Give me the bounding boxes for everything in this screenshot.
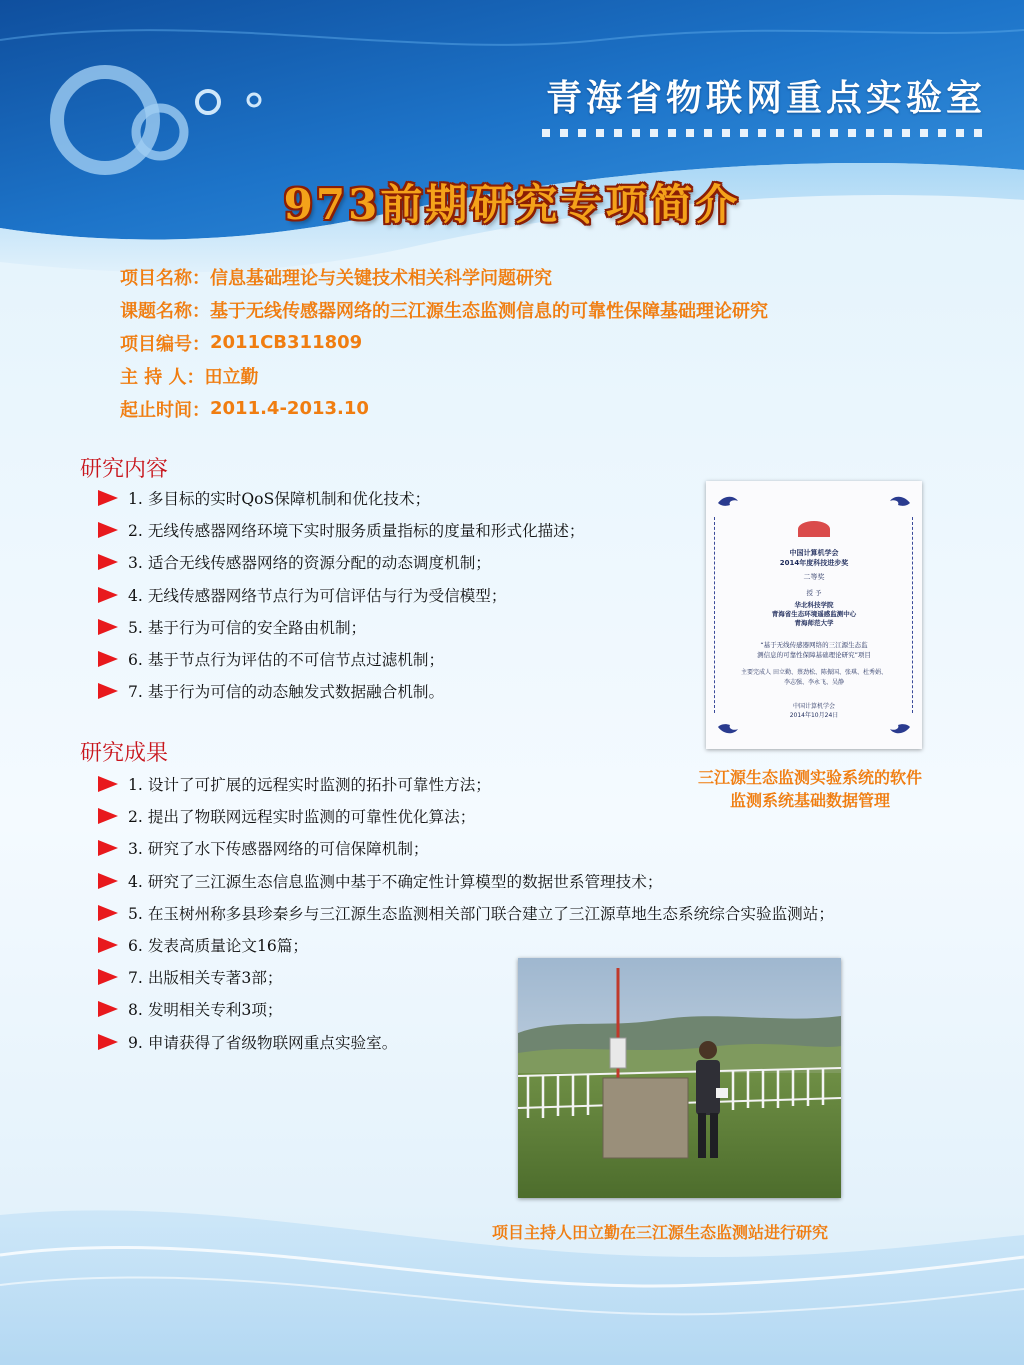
project-info — [120, 260, 1000, 425]
list-item: 3. 适合无线传感器网络的资源分配的动态调度机制； — [98, 546, 978, 578]
list-item: 9. 申请获得了省级物联网重点实验室。 — [98, 1026, 978, 1058]
cert-recipient: 青海师范大学 — [794, 619, 834, 627]
seal-logo-icon — [798, 521, 830, 537]
list-item: 4. 无线传感器网络节点行为可信评估与行为受信模型； — [98, 579, 978, 611]
info-label: 起止时间 — [120, 399, 192, 421]
list-item: 7. 出版相关专著3部； — [98, 961, 978, 993]
cert-members-line: 李志强、李永飞、吴静 — [783, 679, 844, 686]
poster-title: 973前期研究专项简介 — [283, 180, 741, 229]
info-label: 主 持 人 — [120, 366, 187, 388]
list-item: 7. 基于行为可信的动态触发式数据融合机制。 — [98, 675, 978, 707]
cert-award: 2014年度科技进步奖 — [779, 559, 849, 567]
cert-org: 中国计算机学会 — [789, 549, 839, 557]
info-value: 信息基础理论与关键技术相关科学问题研究 — [210, 267, 552, 289]
arrow-bullet-icon — [98, 1034, 118, 1050]
list-item: 4. 研究了三江源生态信息监测中基于不确定性计算模型的数据世系管理技术； — [98, 865, 978, 897]
lab-name: 青海省物联网重点实验室 — [545, 77, 986, 119]
arrow-bullet-icon — [98, 683, 118, 699]
arrow-bullet-icon — [98, 651, 118, 667]
project-info-row: 起止时间 ： 2011.4-2013.10 — [120, 392, 1000, 425]
list-item: 5. 在玉树州称多县珍秦乡与三江源生态监测相关部门联合建立了三江源草地生态系统综合实验监测站； — [98, 897, 978, 929]
list-item: 2. 提出了物联网远程实时监测的可靠性优化算法； — [98, 800, 978, 832]
info-value: 田立勤 — [204, 366, 259, 388]
project-info-row: 主 持 人 ： 田立勤 — [120, 359, 1000, 392]
info-value: 2011CB311809 — [210, 332, 363, 353]
info-value: 基于无线传感器网络的三江源生态监测信息的可靠性保障基础理论研究 — [210, 300, 768, 322]
arrow-bullet-icon — [98, 522, 118, 538]
arrow-bullet-icon — [98, 490, 118, 506]
list-item: 5. 基于行为可信的安全路由机制； — [98, 611, 978, 643]
ornament-icon — [716, 717, 746, 737]
cert-project-line: “基于无线传感器网络的三江源生态监 — [760, 641, 868, 649]
cert-recipient: 华北科技学院 — [794, 601, 834, 609]
cert-date: 2014年10月24日 — [789, 712, 839, 719]
ornament-icon — [882, 717, 912, 737]
cert-recipient: 青海省生态环境遥感监测中心 — [771, 610, 857, 618]
arrow-bullet-icon — [98, 969, 118, 985]
info-label: 课题名称 — [120, 300, 192, 322]
project-info-row: 项目名称 ： 信息基础理论与关键技术相关科学问题研究 — [120, 260, 1000, 293]
header-dot-row — [512, 129, 982, 137]
caption-line: 三江源生态监测实验系统的软件 — [697, 768, 922, 787]
list-item: 1. 多目标的实时QoS保障机制和优化技术； — [98, 482, 978, 514]
arrow-bullet-icon — [98, 619, 118, 635]
arrow-bullet-icon — [98, 776, 118, 792]
footer-wave-background — [0, 1185, 1024, 1365]
cert-grade: 二等奖 — [803, 573, 825, 581]
list-item: 6. 基于节点行为评估的不可信节点过滤机制； — [98, 643, 978, 675]
arrow-bullet-icon — [98, 873, 118, 889]
arrow-bullet-icon — [98, 840, 118, 856]
list-item: 8. 发明相关专利3项； — [98, 993, 978, 1025]
list-item: 1. 设计了可扩展的远程实时监测的拓扑可靠性方法； — [98, 768, 978, 800]
cert-project-line: 测信息的可靠性保障基础理论研究”项目 — [757, 651, 871, 659]
cert-members-line: 主要完成人 田立勤、蔡劲松、陈振国、张琪、杜秀娟、 — [741, 669, 887, 676]
caption-line: 监测系统基础数据管理 — [729, 791, 890, 810]
list-item: 2. 无线传感器网络环境下实时服务质量指标的度量和形式化描述； — [98, 514, 978, 546]
award-certificate — [706, 481, 922, 749]
research-content-heading: 研究内容 — [80, 457, 169, 482]
list-item: 3. 研究了水下传感器网络的可信保障机制； — [98, 832, 978, 864]
list-item: 6. 发表高质量论文16篇； — [98, 929, 978, 961]
arrow-bullet-icon — [98, 905, 118, 921]
info-label: 项目编号 — [120, 333, 192, 355]
info-value: 2011.4-2013.10 — [210, 398, 369, 419]
info-label: 项目名称 — [120, 267, 192, 289]
arrow-bullet-icon — [98, 808, 118, 824]
arrow-bullet-icon — [98, 937, 118, 953]
cert-grant: 授 予 — [806, 589, 822, 597]
field-station-photo — [518, 958, 841, 1198]
project-info-row: 课题名称 ： 基于无线传感器网络的三江源生态监测信息的可靠性保障基础理论研究 — [120, 293, 1000, 326]
cert-issuer: 中国计算机学会 — [792, 703, 835, 710]
arrow-bullet-icon — [98, 1001, 118, 1017]
arrow-bullet-icon — [98, 554, 118, 570]
research-results-heading: 研究成果 — [80, 741, 169, 766]
arrow-bullet-icon — [98, 587, 118, 603]
ornament-icon — [882, 493, 912, 513]
photo-caption: 项目主持人田立勤在三江源生态监测站进行研究 — [491, 1223, 828, 1242]
ornament-icon — [716, 493, 746, 513]
project-info-row: 项目编号 ： 2011CB311809 — [120, 326, 1000, 359]
decorative-rings-icon — [30, 50, 280, 190]
